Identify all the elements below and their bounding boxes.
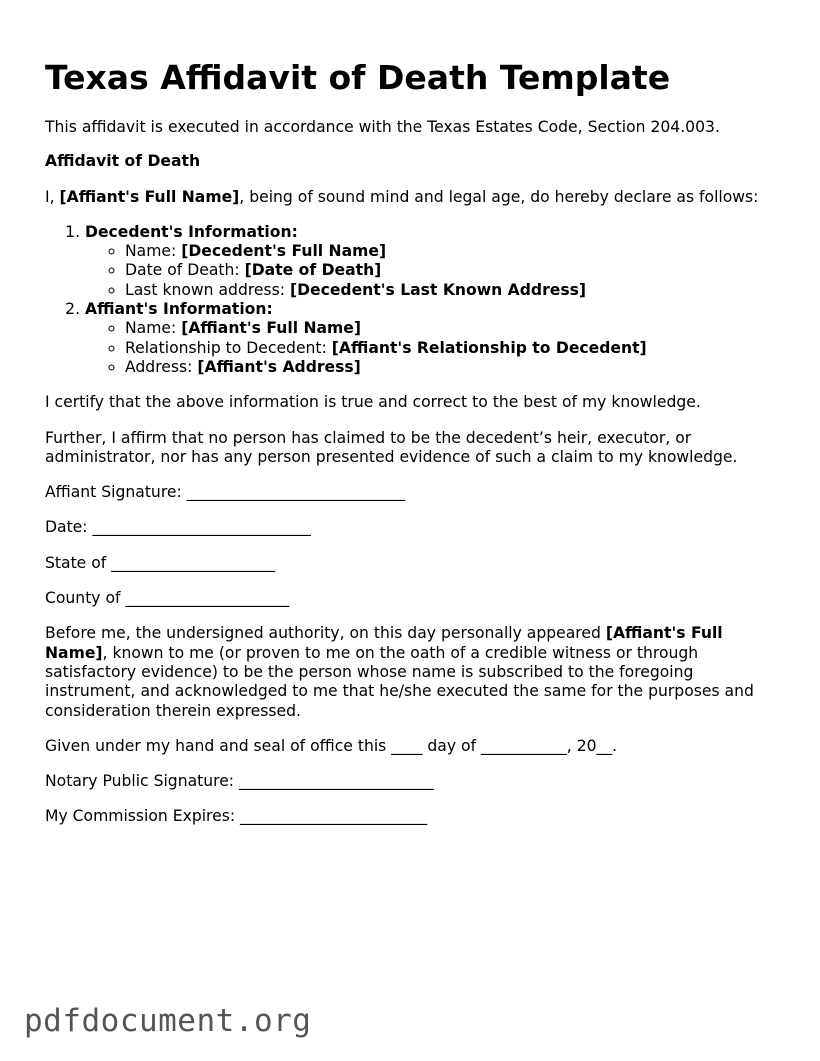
county-field: County of _____________________ — [45, 589, 290, 608]
watermark-text: pdfdocument.org — [24, 1003, 312, 1039]
item-value: [Affiant's Full Name] — [181, 319, 361, 338]
affiant-info-section — [85, 300, 785, 377]
information-list — [45, 223, 785, 377]
notary-affiant-name: [Affiant's Full Name] — [45, 624, 723, 662]
section-title: Affiant's Information: — [85, 300, 273, 319]
item-value: [Affiant's Address] — [197, 357, 361, 376]
declaration-affiant-name: [Affiant's Full Name] — [59, 187, 240, 206]
affiant-signature-field: Affiant Signature: ____________________________ — [45, 483, 406, 502]
commission-expires-field: My Commission Expires: ________________________ — [45, 807, 428, 826]
list-item — [125, 319, 785, 338]
decedent-info-items — [85, 242, 785, 300]
affiant-info-items — [85, 319, 785, 377]
notary-suffix: , known to me (or proven to me on the oath of a credible witness or through satisfactory evidence) to be the person whose name is subscribed to the foregoing instrument, and acknowledged to me that he/she executed the same for the purposes and consideration therein expressed. — [45, 643, 754, 720]
declaration-suffix: , being of sound mind and legal age, do hereby declare as follows: — [239, 187, 759, 206]
date-field: Date: ____________________________ — [45, 518, 311, 537]
declaration-prefix: I, — [45, 187, 60, 206]
given-under-hand: Given under my hand and seal of office this ____ day of ___________, 20__. — [45, 736, 618, 755]
section-heading: Affidavit of Death — [45, 152, 201, 171]
item-value: [Affiant's Relationship to Decedent] — [331, 338, 647, 357]
notary-signature-field: Notary Public Signature: _________________________ — [45, 772, 434, 791]
certify-statement: I certify that the above information is true and correct to the best of my knowledge. — [45, 393, 701, 412]
list-item — [125, 339, 785, 358]
document-page — [45, 58, 785, 827]
item-label: Relationship to Decedent: — [125, 338, 332, 357]
notary-statement — [45, 624, 785, 720]
document-title: Texas Affidavit of Death Template — [45, 58, 671, 97]
item-value: [Decedent's Full Name] — [181, 242, 387, 261]
list-item — [125, 281, 785, 300]
item-label: Name: — [125, 242, 182, 261]
decedent-info-section — [85, 223, 785, 300]
declaration — [45, 188, 785, 207]
item-label: Last known address: — [125, 280, 290, 299]
list-item — [125, 242, 785, 261]
state-field: State of _____________________ — [45, 553, 275, 572]
item-value: [Date of Death] — [244, 261, 382, 280]
item-value: [Decedent's Last Known Address] — [289, 280, 587, 299]
section-title: Decedent's Information: — [85, 222, 298, 241]
notary-prefix: Before me, the undersigned authority, on this day personally appeared — [45, 624, 606, 643]
item-label: Name: — [125, 319, 182, 338]
intro-statement: This affidavit is executed in accordance with the Texas Estates Code, Section 204.003. — [45, 118, 720, 136]
list-item — [125, 358, 785, 377]
item-label: Address: — [125, 357, 198, 376]
item-label: Date of Death: — [125, 261, 245, 280]
list-item — [125, 261, 785, 280]
affirm-statement: Further, I affirm that no person has claimed to be the decedent’s heir, executor, or administrator, nor has any person presented evidence of such a claim to my knowledge. — [45, 428, 738, 466]
